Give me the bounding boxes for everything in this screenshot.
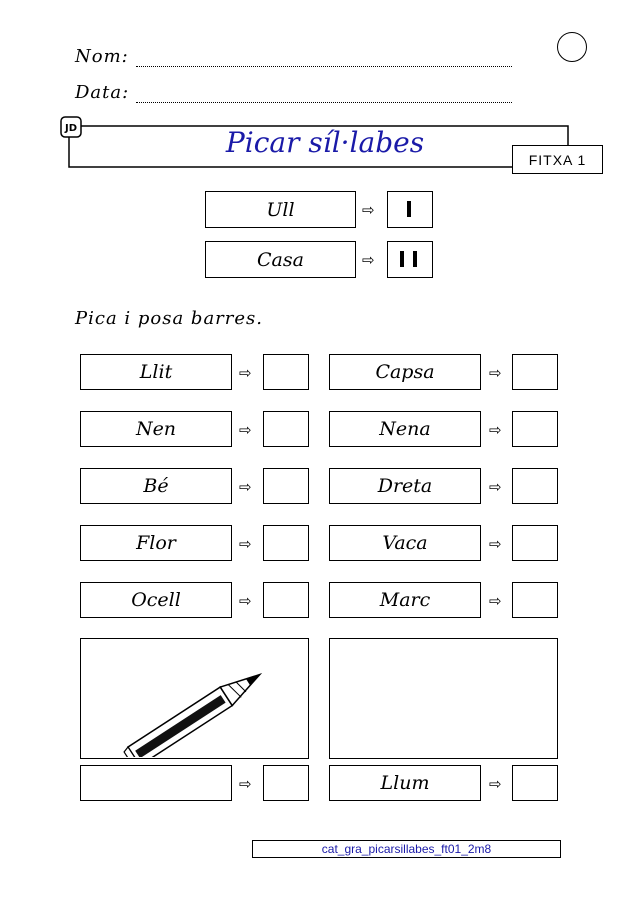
word-box: Llum [329, 765, 481, 801]
example-syllable-box [387, 191, 433, 228]
arrow-right-icon: ⇨ [239, 592, 252, 610]
footer-code: cat_gra_picarsillabes_ft01_2m8 [252, 840, 561, 858]
answer-box[interactable] [512, 468, 558, 504]
arrow-right-icon: ⇨ [489, 364, 502, 382]
arrow-right-icon: ⇨ [362, 251, 375, 269]
arrow-right-icon: ⇨ [239, 364, 252, 382]
picture-box [80, 638, 309, 759]
word-box: Flor [80, 525, 232, 561]
word-box: Bé [80, 468, 232, 504]
sheet-label: FITXA 1 [512, 145, 603, 174]
word-box-empty[interactable] [80, 765, 232, 801]
word-box: Ocell [80, 582, 232, 618]
date-label: Data: [75, 82, 130, 103]
word-box: Vaca [329, 525, 481, 561]
arrow-right-icon: ⇨ [239, 478, 252, 496]
arrow-right-icon: ⇨ [239, 775, 252, 793]
answer-box[interactable] [263, 354, 309, 390]
syllable-mark [400, 251, 404, 267]
answer-box[interactable] [263, 765, 309, 801]
syllable-mark [413, 251, 417, 267]
answer-box[interactable] [512, 411, 558, 447]
arrow-right-icon: ⇨ [362, 201, 375, 219]
page-title: Picar síl·labes [225, 126, 425, 159]
answer-box[interactable] [263, 411, 309, 447]
word-box: Llit [80, 354, 232, 390]
name-label: Nom: [75, 46, 129, 67]
arrow-right-icon: ⇨ [239, 421, 252, 439]
arrow-right-icon: ⇨ [489, 535, 502, 553]
arrow-right-icon: ⇨ [489, 775, 502, 793]
syllable-mark [407, 201, 411, 217]
arrow-right-icon: ⇨ [489, 478, 502, 496]
word-box: Marc [329, 582, 481, 618]
instruction: Pica i posa barres. [75, 308, 264, 329]
logo-text: JD [64, 123, 78, 134]
answer-box[interactable] [263, 525, 309, 561]
answer-box[interactable] [512, 354, 558, 390]
pencil-icon [81, 639, 307, 757]
arrow-right-icon: ⇨ [489, 421, 502, 439]
answer-box[interactable] [512, 582, 558, 618]
name-field[interactable] [136, 66, 512, 67]
answer-box[interactable] [263, 582, 309, 618]
answer-box[interactable] [512, 525, 558, 561]
word-box: Dreta [329, 468, 481, 504]
arrow-right-icon: ⇨ [489, 592, 502, 610]
example-word-box: Ull [205, 191, 356, 228]
word-box: Nen [80, 411, 232, 447]
picture-box[interactable] [329, 638, 558, 759]
example-word-box: Casa [205, 241, 356, 278]
word-box: Nena [329, 411, 481, 447]
date-field[interactable] [136, 102, 512, 103]
score-circle[interactable] [557, 32, 587, 62]
answer-box[interactable] [512, 765, 558, 801]
word-box: Capsa [329, 354, 481, 390]
answer-box[interactable] [263, 468, 309, 504]
example-syllable-box [387, 241, 433, 278]
arrow-right-icon: ⇨ [239, 535, 252, 553]
